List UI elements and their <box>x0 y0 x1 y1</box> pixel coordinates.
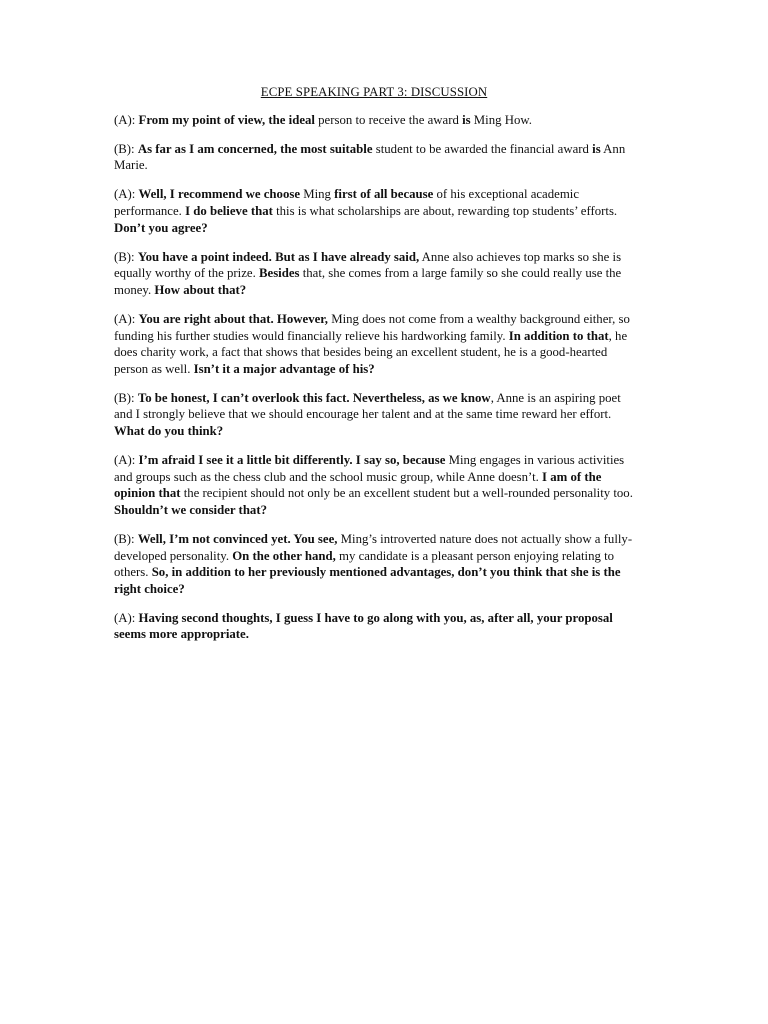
speaker-label: (B): <box>114 141 135 156</box>
dialogue-paragraph <box>114 452 634 518</box>
dialogue-text: , Anne is an aspiring poet and I strongly believe that we should encourage her talent and at the same time reward her effort. <box>114 390 621 422</box>
speaker-label: (B): <box>114 531 135 546</box>
dialogue-text: the recipient should not only be an excellent student but a well-rounded personality too. <box>180 486 633 501</box>
dialogue-paragraph <box>114 610 634 643</box>
key-phrase: On the other hand, <box>232 548 336 563</box>
speaker-label: (A): <box>114 187 136 202</box>
dialogue-paragraph <box>114 390 634 440</box>
key-phrase: So, in addition to her previously mentioned advantages, don’t you think that she is the right choice? <box>114 565 621 596</box>
key-phrase: To be honest, I can’t overlook this fact. Nevertheless, as we know <box>137 390 491 405</box>
key-phrase: From my point of view, the ideal <box>138 112 315 127</box>
speaker-label: (A): <box>114 112 136 127</box>
key-phrase: Having second thoughts, I guess I have to go along with you, as, after all, your proposal seems more appropriate. <box>114 610 613 642</box>
dialogue-text: Ming’s introverted nature does not actually show a fully-developed personality. <box>114 531 633 563</box>
speaker-label: (B): <box>114 390 135 405</box>
key-phrase: I do believe that <box>185 203 273 218</box>
dialogue-body <box>114 112 634 643</box>
key-phrase: How about that? <box>154 282 247 297</box>
dialogue-paragraph <box>114 112 634 129</box>
dialogue-text: that, she comes from a large family so she could really use the money. <box>114 266 622 297</box>
speaker-label: (A): <box>114 610 136 625</box>
key-phrase: is <box>592 141 601 156</box>
dialogue-text: Ming does not come from a wealthy background either, so funding his further studies would financially relieve his hardworking family. <box>114 311 630 343</box>
speaker-label: (B): <box>114 249 135 264</box>
dialogue-paragraph <box>114 186 634 236</box>
dialogue-text: this is what scholarships are about, rewarding top students’ efforts. <box>272 203 618 218</box>
key-phrase: Besides <box>258 266 300 281</box>
key-phrase: In addition to that <box>508 328 609 343</box>
key-phrase: Well, I recommend we choose <box>138 187 301 202</box>
key-phrase: As far as I am concerned, the most suitable <box>137 141 373 156</box>
key-phrase: What do you think? <box>114 424 224 438</box>
dialogue-text: Ming How. <box>470 112 532 127</box>
key-phrase: You are right about that. However, <box>138 311 328 326</box>
dialogue-text: my candidate is a pleasant person enjoying relating to others. <box>114 548 615 580</box>
speaker-label: (A): <box>114 311 136 326</box>
dialogue-text: Ming <box>300 187 335 202</box>
dialogue-text: of his exceptional academic performance. <box>114 187 580 218</box>
key-phrase: You have a point indeed. But as I have already said, <box>137 249 420 264</box>
dialogue-paragraph <box>114 531 634 597</box>
key-phrase: Well, I’m not convinced yet. You see, <box>137 531 338 546</box>
speaker-label: (A): <box>114 453 136 468</box>
dialogue-text: Ming engages in various activities and groups such as the chess club and the school music group, while Anne doesn’t. <box>114 453 625 484</box>
key-phrase: first of all because <box>334 187 434 202</box>
key-phrase: I am of the opinion that <box>114 469 602 501</box>
dialogue-text: person to receive the award <box>314 112 463 127</box>
dialogue-paragraph <box>114 249 634 299</box>
dialogue-text: , he does charity work, a fact that shows that besides being an excellent student, he is a good-hearted person as well. <box>114 328 628 376</box>
dialogue-text: student to be awarded the financial award <box>372 141 593 156</box>
key-phrase: I’m afraid I see it a little bit differently. I say so, because <box>138 453 446 468</box>
key-phrase: Don’t you agree? <box>114 220 208 235</box>
key-phrase: Isn’t it a major advantage of his? <box>193 361 375 376</box>
document-page <box>114 84 634 656</box>
dialogue-paragraph <box>114 311 634 377</box>
key-phrase: Shouldn’t we consider that? <box>114 502 267 517</box>
dialogue-text: Anne also achieves top marks so she is equally worthy of the prize. <box>114 249 622 281</box>
dialogue-paragraph <box>114 141 634 174</box>
dialogue-text: Ann Marie. <box>114 141 626 173</box>
key-phrase: is <box>462 112 471 127</box>
document-title: ECPE SPEAKING PART 3: DISCUSSION <box>260 85 488 99</box>
